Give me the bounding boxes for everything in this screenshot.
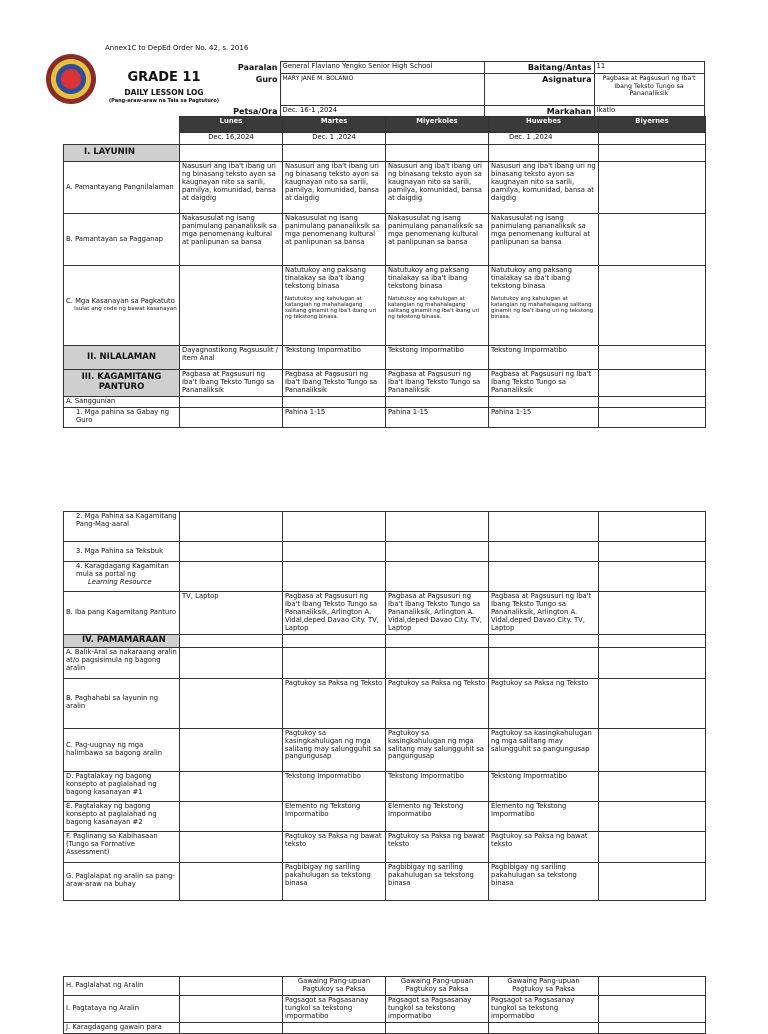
cell-huwebes: Pagbibigay ng sariling pakahulugan sa tekstong binasa (489, 862, 599, 900)
cell-martes: Tekstong Impormatibo (283, 346, 386, 370)
row-label (64, 266, 180, 346)
cell-lunes (180, 996, 283, 1023)
paaralan-label: Paaralan (237, 62, 278, 72)
pamamaraan-heading: IV. PAMAMARAAN (64, 634, 180, 647)
table-row (64, 562, 706, 592)
cell-huwebes: Elemento ng Tekstong Impormatibo (489, 801, 599, 831)
row-label: H. Paglalahat ng Aralin (64, 977, 180, 996)
date-biyernes (599, 133, 706, 145)
table-row (64, 592, 706, 635)
cell-huwebes: Pagtukoy sa Paksa ng Teksto (489, 678, 599, 728)
table-row (64, 831, 706, 862)
cell-lunes: Nakasusulat ng isang panimulang pananaliksik sa mga penomenang kultural at panlipunan sa bansa (180, 214, 283, 266)
cell-lunes (180, 801, 283, 831)
table-row (64, 512, 706, 542)
cell-miyerkoles: Pagbasa at Pagsusuri ng Iba't Ibang Teksto Tungo sa Pananaliksik, Arlington A. Vidal,deped Davao City. TV, Laptop (386, 592, 489, 635)
cell-martes: Tekstong Impormatibo (283, 771, 386, 801)
cell-lunes: TV, Laptop (180, 592, 283, 635)
table-row (64, 162, 706, 214)
cell-martes: Pagbasa at Pagsusuri ng Iba't Ibang Teksto Tungo sa Pananaliksik, Arlington A. Vidal,deped Davao City. TV, Laptop (283, 592, 386, 635)
cell-martes: Pagtukoy sa kasingkahulugan ng mga salitang may salungguhit sa pangungusap (283, 728, 386, 771)
cell-lunes (180, 831, 283, 862)
day-biyernes: Biyernes (599, 117, 706, 133)
cell-huwebes (489, 266, 599, 346)
guro-label: Guro (255, 74, 278, 84)
nilalaman-heading: II. NILALAMAN (64, 346, 180, 370)
cell-biyernes (599, 214, 706, 266)
kasanayan-text: Natutukoy ang paksang tinalakay sa iba't ibang tekstong binasa (491, 266, 572, 290)
cell-biyernes (599, 771, 706, 801)
table-row (64, 801, 706, 831)
kasanayan-small: Natutukoy ang kahulugan at katangian ng mahahalagang salitang ginamit ng iba't ibang uri ng tekstong binasa. (491, 295, 594, 320)
cell-huwebes: Gawaing Pang-upuan Pagtukoy sa Paksa (489, 977, 599, 996)
row-label: G. Paglalapat ng aralin sa pang-araw-araw na buhay (64, 862, 180, 900)
cell-biyernes (599, 977, 706, 996)
table-row (64, 542, 706, 562)
row-label: B. Iba pang Kagamitang Panturo (64, 592, 180, 635)
table-row (64, 214, 706, 266)
kasanayan-text: Natutukoy ang paksang tinalakay sa iba't ibang tekstong binasa (388, 266, 469, 290)
paaralan-value: General Flaviano Yengko Senior High School (280, 62, 484, 74)
cell-biyernes (599, 162, 706, 214)
learning-resource-text: Learning Resource (88, 577, 152, 586)
cell-biyernes (599, 370, 706, 397)
kasanayan-note: Isulat ang code ng bawat kasanayan (74, 306, 177, 313)
row-label: I. Pagtataya ng Aralin (64, 996, 180, 1023)
days-header-row (64, 117, 706, 133)
row-label: 2. Mga Pahina sa Kagamitang Pang-Mag-aaral (64, 512, 180, 542)
cell-lunes: Nasusuri ang iba't ibang uri ng binasang teksto ayon sa kaugnayan nito sa sarili, pamilya, komunidad, bansa at daigdig (180, 162, 283, 214)
cell-biyernes (599, 996, 706, 1023)
cell-martes: Nakasusulat ng isang panimulang pananaliksik sa mga penomenang kultural at panlipunan sa bansa (283, 214, 386, 266)
cell-miyerkoles: Nakasusulat ng isang panimulang pananaliksik sa mga penomenang kultural at panlipunan sa bansa (386, 214, 489, 266)
cell-martes: Pahina 1-15 (283, 407, 386, 427)
cell-miyerkoles: Nasusuri ang iba't ibang uri ng binasang teksto ayon sa kaugnayan nito sa sarili, pamilya, komunidad, bansa at daigdig (386, 162, 489, 214)
row-label: A. Balik-Aral sa nakaraang aralin at/o pagsisimula ng bagong aralin (64, 647, 180, 678)
grade-title: GRADE 11 (127, 70, 201, 85)
petsa-label: Petsa/Ora (233, 106, 278, 116)
row-label (64, 562, 180, 592)
dates-row (64, 133, 706, 145)
cell-lunes (180, 678, 283, 728)
row-label: 1. Mga pahina sa Gabay ng Guro (64, 407, 180, 427)
cell-miyerkoles: Elemento ng Tekstong Impormatibo (386, 801, 489, 831)
cell-martes: Pagtukoy sa Paksa ng bawat teksto (283, 831, 386, 862)
cell-lunes (180, 862, 283, 900)
cell-huwebes: Pahina 1-15 (489, 407, 599, 427)
date-lunes: Dec. 16,2024 (180, 133, 283, 145)
cell-lunes: Dayagnostikong Pagsusulit / Item Anal (180, 346, 283, 370)
cell-huwebes: Tekstong Impormatibo (489, 346, 599, 370)
karagdagan-text: 4. Karagdagang Kagamitan mula sa portal ng (76, 562, 169, 578)
cell-miyerkoles: Pagbasa at Pagsusuri ng Iba't Ibang Teksto Tungo sa Pananaliksik (386, 370, 489, 397)
cell-martes: Pagtukoy sa Paksa ng Teksto (283, 678, 386, 728)
row-label: A. Pamantayang Pangnilalaman (64, 162, 180, 214)
table-row (64, 771, 706, 801)
cell-martes: Elemento ng Tekstong Impormatibo (283, 801, 386, 831)
dll-subtitle: (Pang-araw-araw na Tala sa Pagtuturo) (108, 98, 220, 104)
cell-biyernes (599, 346, 706, 370)
cell-miyerkoles: Pagtukoy sa Paksa ng Teksto (386, 678, 489, 728)
guro-value: MARY JANE M. BOLANIO (280, 74, 484, 106)
lesson-table-3 (63, 976, 706, 1034)
cell-lunes (180, 977, 283, 996)
cell-lunes (180, 407, 283, 427)
petsa-value: Dec. 16-1 ,2024 (280, 106, 484, 127)
cell-huwebes: Pagbasa at Pagsusuri ng Iba't Ibang Teksto Tungo sa Pananaliksik (489, 370, 599, 397)
row-label: C. Pag-uugnay ng mga halimbawa sa bagong aralin (64, 728, 180, 771)
cell-miyerkoles: Tekstong Impormatibo (386, 771, 489, 801)
table-row (64, 647, 706, 678)
row-label: J. Karagdagang gawain para (64, 1022, 180, 1033)
cell-martes: Pagbasa at Pagsusuri ng Iba't Ibang Teksto Tungo sa Pananaliksik (283, 370, 386, 397)
cell-huwebes: Nakasusulat ng isang panimulang pananaliksik sa mga penomenang kultural at panlipunan sa bansa (489, 214, 599, 266)
cell-huwebes: Tekstong Impormatibo (489, 771, 599, 801)
table-row (64, 862, 706, 900)
dll-title: DAILY LESSON LOG (124, 88, 204, 97)
kasanayan-small: Natutukoy ang kahulugan at katangian ng mahahalagang salitang ginamit ng iba't ibang uri ng tekstong binasa. (285, 295, 377, 320)
kasanayan-label: C. Mga Kasanayan sa Pagkatuto (66, 297, 175, 306)
annex-text: Annex1C to DepEd Order No. 42, s. 2016 (105, 44, 249, 52)
markahan-label: Markahan (484, 106, 594, 127)
row-label: B. Paghahabi sa layunin ng aralin (64, 678, 180, 728)
cell-martes: Nasusuri ang iba't ibang uri ng binasang teksto ayon sa kaugnayan nito sa sarili, pamilya, komunidad, bansa at daigdig (283, 162, 386, 214)
lesson-table-2 (63, 511, 706, 901)
kagamitan-heading: III. KAGAMITANG PANTURO (64, 370, 180, 397)
asignatura-label: Asignatura (484, 74, 594, 106)
day-miyerkoles: Miyerkoles (386, 117, 489, 133)
cell-biyernes (599, 801, 706, 831)
cell-biyernes (599, 862, 706, 900)
cell-miyerkoles: Gawaing Pang-upuan Pagtukoy sa Paksa (386, 977, 489, 996)
table-row (64, 266, 706, 346)
cell-biyernes (599, 407, 706, 427)
row-label: D. Pagtalakay ng bagong konsepto at paglalahad ng bagong kasanayan #1 (64, 771, 180, 801)
cell-biyernes (599, 266, 706, 346)
day-huwebes: Huwebes (489, 117, 599, 133)
day-lunes: Lunes (180, 117, 283, 133)
cell-biyernes (599, 592, 706, 635)
lesson-table-1 (63, 116, 706, 428)
cell-lunes (180, 266, 283, 346)
cell-miyerkoles: Pagbibigay ng sariling pakahulugan sa tekstong binasa (386, 862, 489, 900)
asignatura-value: Pagbasa at Pagsusuri ng Iba't Ibang Teksto Tungo sa Pananaliksik (594, 74, 704, 106)
markahan-value: Ikatlo (594, 106, 704, 127)
cell-huwebes: Pagbasa at Pagsusuri ng Iba't Ibang Teksto Tungo sa Pananaliksik, Arlington A. Vidal,deped Davao City. TV, Laptop (489, 592, 599, 635)
kasanayan-text: Natutukoy ang paksang tinalakay sa iba't ibang tekstong binasa (285, 266, 366, 290)
cell-biyernes (599, 678, 706, 728)
cell-lunes: Pagbasa at Pagsusuri ng Iba't Ibang Teksto Tungo sa Pananaliksik (180, 370, 283, 397)
cell-martes: Pagsagot sa Pagsasanay tungkol sa tekstong impormatibo (283, 996, 386, 1023)
cell-biyernes (599, 831, 706, 862)
cell-miyerkoles: Tekstong Impormatibo (386, 346, 489, 370)
row-label: B. Pamantayan sa Pagganap (64, 214, 180, 266)
layunin-heading: I. LAYUNIN (64, 145, 180, 162)
cell-huwebes: Pagtukoy sa kasingkahulugan ng mga salitang may salungguhit sa pangungusap (489, 728, 599, 771)
cell-lunes (180, 728, 283, 771)
table-row (64, 996, 706, 1023)
baitang-label: Baitang/Antas (484, 62, 594, 74)
row-label: F. Paglinang sa Kabihasaan (Tungo sa Formative Assessment) (64, 831, 180, 862)
table-row (64, 407, 706, 427)
cell-lunes (180, 771, 283, 801)
cell-miyerkoles: Pagtukoy sa Paksa ng bawat teksto (386, 831, 489, 862)
table-row (64, 977, 706, 996)
date-miyerkoles (386, 133, 489, 145)
table-row (64, 396, 706, 407)
cell-biyernes (599, 728, 706, 771)
row-label: 3. Mga Pahina sa Teksbuk (64, 542, 180, 562)
day-martes: Martes (283, 117, 386, 133)
table-row (64, 728, 706, 771)
cell-martes (283, 266, 386, 346)
cell-miyerkoles (386, 266, 489, 346)
row-label: E. Pagtalakay ng bagong konsepto at paglalahad ng bagong kasanayan #2 (64, 801, 180, 831)
cell-martes: Gawaing Pang-upuan Pagtukoy sa Paksa (283, 977, 386, 996)
baitang-value: 11 (594, 62, 704, 74)
cell-miyerkoles: Pagtukoy sa kasingkahulugan ng mga salitang may salungguhit sa pangungusap (386, 728, 489, 771)
sanggunian-label: A. Sanggunian (64, 396, 180, 407)
cell-miyerkoles: Pagsagot sa Pagsasanay tungkol sa tekstong impormatibo (386, 996, 489, 1023)
table-row (64, 678, 706, 728)
cell-martes: Pagbibigay ng sariling pakahulugan sa tekstong binasa (283, 862, 386, 900)
cell-huwebes: Nasusuri ang iba't ibang uri ng binasang teksto ayon sa kaugnayan nito sa sarili, pamilya, komunidad, bansa at daigdig (489, 162, 599, 214)
cell-huwebes: Pagtukoy sa Paksa ng bawat teksto (489, 831, 599, 862)
date-martes: Dec. 1 ,2024 (283, 133, 386, 145)
school-seal-icon (46, 54, 96, 104)
kasanayan-small: Natutukoy ang kahulugan at katangian ng mahahalagang salitang ginamit ng iba't ibang uri ng tekstong binasa. (388, 295, 480, 320)
cell-huwebes: Pagsagot sa Pagsasanay tungkol sa tekstong impormatibo (489, 996, 599, 1023)
date-huwebes: Dec. 1 ,2024 (489, 133, 599, 145)
title-block (100, 70, 228, 104)
cell-miyerkoles: Pahina 1-15 (386, 407, 489, 427)
